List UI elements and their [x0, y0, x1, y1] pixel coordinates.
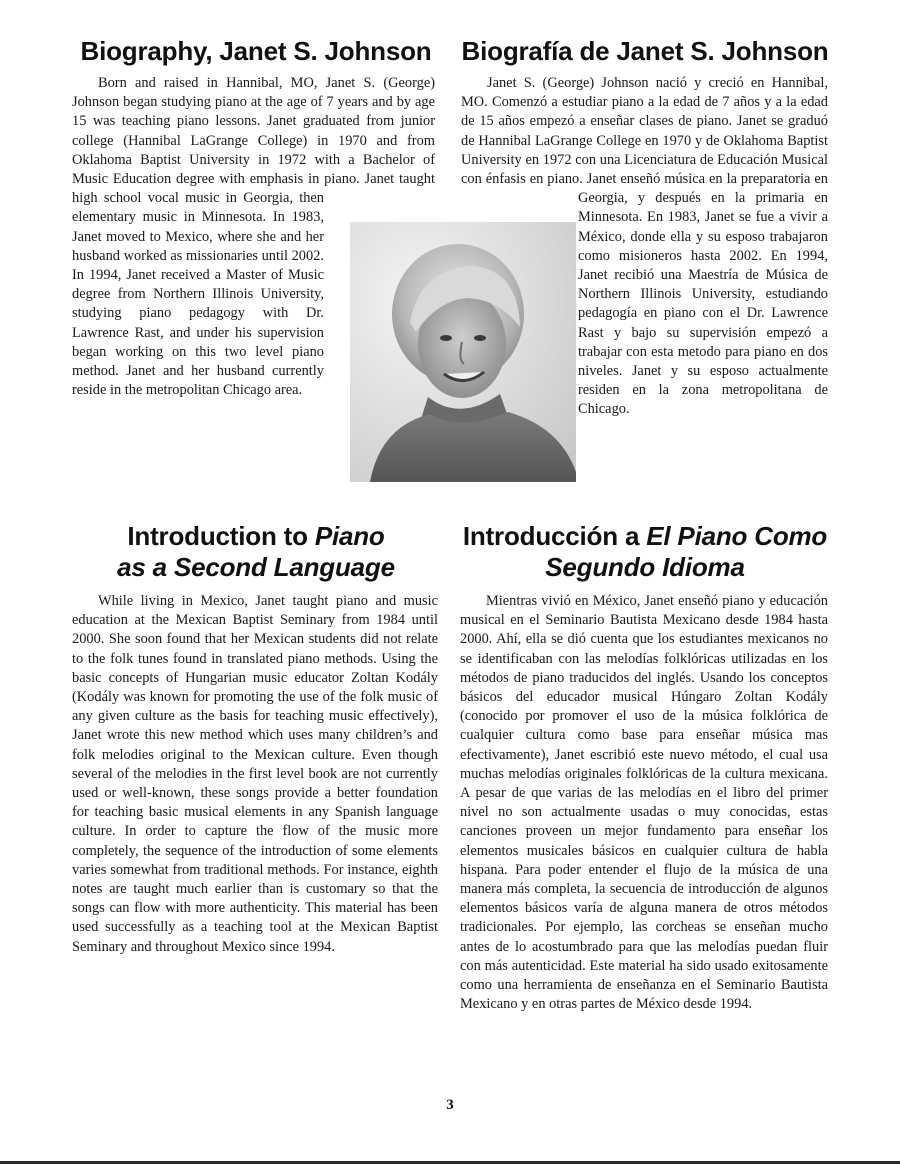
- intro-es-title-italic-2: Segundo Idioma: [545, 552, 745, 582]
- bio-es-text: Janet S. (George) Johnson nació y creció en Hannibal, MO. Comenzó a estudiar piano a la edad de 7 años y a la edad de 15 años empezó a enseñar clases de piano. Janet se graduó de Hannibal LaGrange College en 1970 y de Oklahoma Baptist University en 1972 con una Licenciatura de Educación Musical con énfasis en piano. Janet enseñó música en la preparatoria en Georgia, y después en la primaria en Minnesota. En 1983, Janet se fue a vivir a México, donde ella y su esposo trabajaron como misioneros hasta 2002. En 1994, Janet recibió una Maestría de Música de Northern Illinois University, estudiando pedagogía en piano con el Dr. Lawrence Rast y bajo su supervisión empezó a trabajar con esta metodo para piano en dos niveles. Janet y su esposo actualmente residen en la zona metropolitana de Chicago.: [460, 74, 828, 624]
- intro-en-title-italic-1: Piano: [314, 521, 385, 551]
- intro-es-title-plain: Introducción a: [462, 521, 647, 551]
- intro-es-text: Mientras vivió en México, Janet enseñó piano y educación musical en el Seminario Bautista Mexicano desde 1984 hasta 2000. Ahí, ella se dió cuenta que los estudiantes mexicanos no se identificaban con las melodías folklóricas utilizadas en los métodos de piano traducidos del inglés. Usando los conceptos básicos del educador musical Húngaro Zoltan Kodály (conocido por promover el uso de la música folklórica de cualquier cultura como base para enseñar música mas efectivamente), Janet escribió este nuevo método, el cual usa muchas melodías originales folklóricas de la cultura mexicana. A pesar de que varias de las melodías en el libro del primer nivel no son actualmente usadas o muy conocidas, estas canciones proveen un mejor fundamento para enseñar los elementos musicales básicos en cualquier cultura de habla hispana. Para poder entender el flujo de la música de una manera más completa, la secuencia de introducción de algunos elementos básicos varía de alguna manera de otros métodos tradicionales. Por ejemplo, las corcheas se enseñan mucho antes de lo acostumbrado para que las melodías puedan fluir con más autenticidad. Este material ha sido usado exitosamente como una herramienta de enseñanza en el Seminario Bautista Mexicano y en otras partes de México desde 1994.: [460, 593, 828, 1013]
- portrait-image: [350, 222, 576, 482]
- intro-en-title-plain: Introduction to: [127, 521, 315, 551]
- page-number: 3: [446, 1097, 454, 1113]
- intro-en-title-italic-2: as a Second Language: [117, 552, 395, 582]
- intro-en-text: While living in Mexico, Janet taught piano and music education at the Mexican Baptist Seminary from 1984 until 2000. She soon found that her Mexican students did not relate to the folk tunes found in translated piano methods. Using the basic concepts of Hungarian music educator Zoltan Kodály (Kodály was known for promoting the use of the folk music of any given culture as the basis for teaching music effectively), Janet wrote this new method which uses many children’s and folk melodies original to the Mexican culture. Even though several of the melodies in the first level book are not currently used or well-known, these songs provide a better foundation for teaching basic musical elements in any Spanish language culture. In order to capture the flow of the music more completely, the sequence of the introduction of some elements varies somewhat from traditional methods. For instance, eighth notes are taught much earlier than is customary so that the songs can flow with more authenticity. This material has been used successfully as a teaching tool at the Mexican Baptist Seminary and throughout Mexico since 1994.: [72, 593, 438, 955]
- intro-en-title: [60, 521, 452, 583]
- bio-en-text: Born and raised in Hannibal, MO, Janet S. (George) Johnson began studying piano at the age of 7 years and by age 15 was teaching piano lessons. Janet graduated from junior college (Hannibal LaGrange College) in 1970 and from Oklahoma Baptist University in 1972 with a Bachelor of Music Education degree with emphasis in piano. Janet taught high school vocal music in Georgia, then elementary music in Minnesota. In 1983, Janet moved to Mexico, where she and her husband worked as missionaries until 2002. In 1994, Janet received a Master of Music degree from Northern Illinois University, studying piano pedagogy with Dr. Lawrence Rast, and under his supervision began working on this two level piano method. Janet and her husband currently reside in the metropolitan Chicago area.: [72, 74, 436, 624]
- intro-es-title-italic-1: El Piano Como: [646, 521, 828, 551]
- bio-en-title: Biography, Janet S. Johnson: [80, 36, 432, 66]
- bio-es-title: Biografía de Janet S. Johnson: [461, 36, 829, 66]
- portrait-photo: [346, 222, 576, 482]
- intro-es-title: [450, 521, 840, 583]
